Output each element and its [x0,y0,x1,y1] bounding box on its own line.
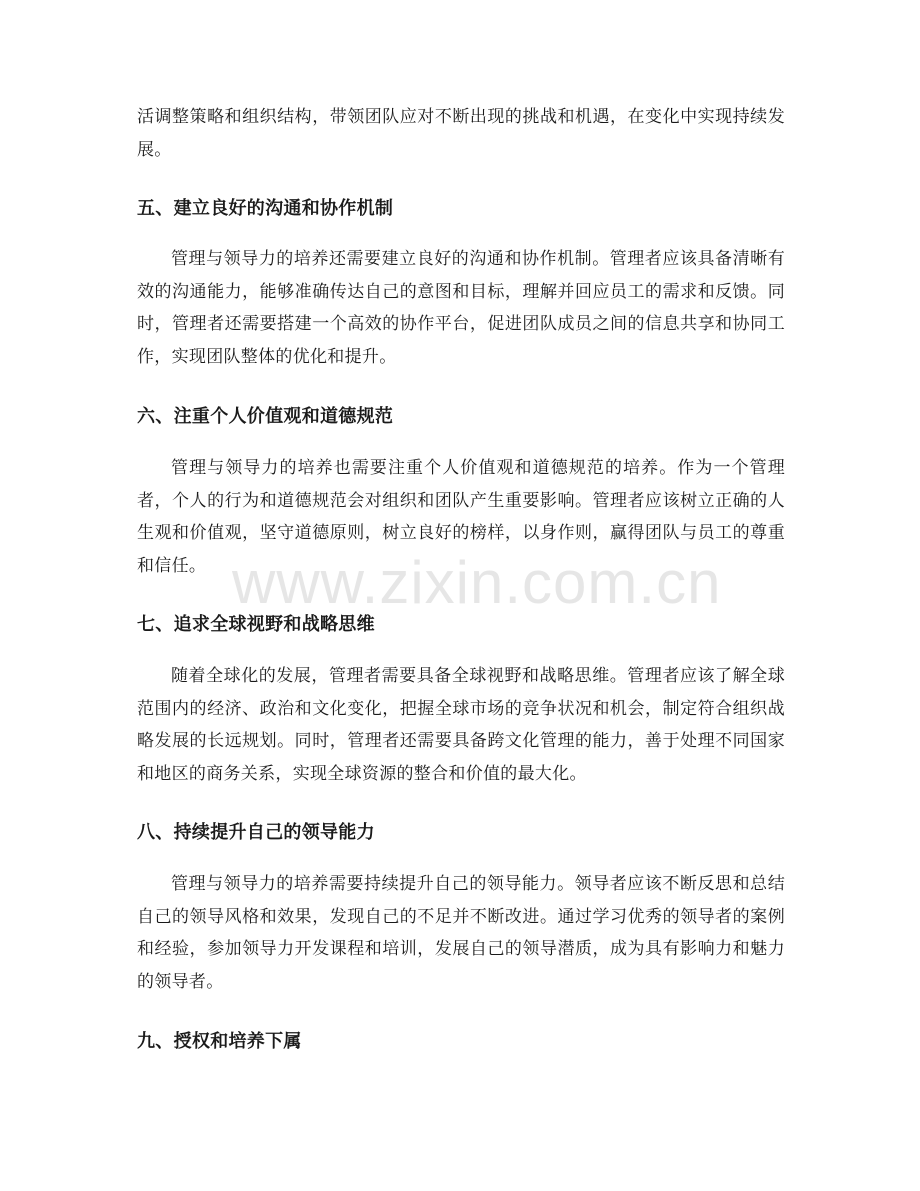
section-7-paragraph: 随着全球化的发展，管理者需要具备全球视野和战略思维。管理者应该了解全球范围内的经济、政治和文化变化，把握全球市场的竞争状况和机会，制定符合组织战略发展的长远规划。同时，管理者还需要具备跨文化管理的能力，善于处理不同国家和地区的商务关系，实现全球资源的整合和价值的最大化。 [137,666,785,784]
section-9-heading: 九、授权和培养下属 [137,1031,302,1052]
section-5-heading: 五、建立良好的沟通和协作机制 [137,198,394,219]
section-8-paragraph: 管理与领导力的培养需要持续提升自己的领导能力。领导者应该不断反思和总结自己的领导风格和效果，发现自己的不足并不断改进。通过学习优秀的领导者的案例和经验，参加领导力开发课程和培训，发展自己的领导潜质，成为具有影响力和魅力的领导者。 [137,874,785,992]
section-6-heading: 六、注重个人价值观和道德规范 [137,406,394,427]
section-6-paragraph: 管理与领导力的培养也需要注重个人价值观和道德规范的培养。作为一个管理者，个人的行为和道德规范会对组织和团队产生重要影响。管理者应该树立正确的人生观和价值观，坚守道德原则，树立良好的榜样，以身作则，赢得团队与员工的尊重和信任。 [137,458,785,576]
section-5-paragraph: 管理与领导力的培养还需要建立良好的沟通和协作机制。管理者应该具备清晰有效的沟通能力，能够准确传达自己的意图和目标，理解并回应员工的需求和反馈。同时，管理者还需要搭建一个高效的协作平台，促进团队成员之间的信息共享和协同工作，实现团队整体的优化和提升。 [137,249,785,367]
watermark: www.zixin.com.cn [232,549,722,616]
section-8-heading: 八、持续提升自己的领导能力 [137,822,375,843]
intro-continuation-paragraph: 活调整策略和组织结构，带领团队应对不断出现的挑战和机遇，在变化中实现持续发展。 [137,107,785,160]
section-7-heading: 七、追求全球视野和战略思维 [137,614,375,635]
